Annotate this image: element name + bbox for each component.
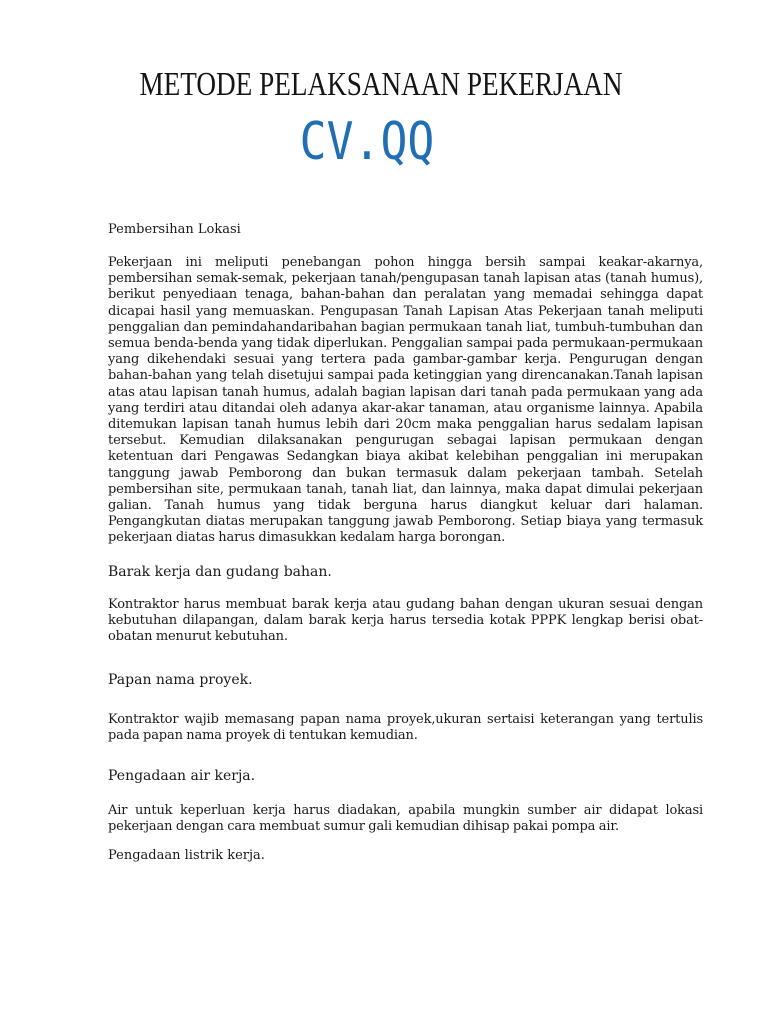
- section-body-papan-nama: Kontraktor wajib memasang papan nama proyek,ukuran sertaisi keterangan yang tertulis pada papan nama proyek di tentukan kemudian.: [108, 712, 703, 744]
- section-body-air-kerja: Air untuk keperluan kerja harus diadakan, apabila mungkin sumber air didapat lokasi pekerjaan dengan cara membuat sumur gali kemudian dihisap pakai pompa air.: [108, 802, 703, 834]
- document-body: [108, 222, 703, 864]
- section-body-barak-kerja: Kontraktor harus membuat barak kerja atau gudang bahan dengan ukuran sesuai dengan kebutuhan dilapangan, dalam barak kerja harus tersedia kotak PPPK lengkap berisi obat- obatan menurut kebutuhan.: [108, 596, 703, 645]
- company-name: CV.QQ: [299, 112, 435, 172]
- section-body-pembersihan-lokasi: Pekerjaan ini meliputi penebangan pohon hingga bersih sampai keakar-akarnya, pembersihan semak-semak, pekerjaan tanah/pengupasan tanah lapisan atas (tanah humus), berikut penyediaan tenaga, bahan-bahan dan peralatan yang memadai sehingga dapat dicapai hasil yang memuaskan. Pengupasan Tanah Lapisan Atas Pekerjaan tanah meliputi penggalian dan pemindahandaribahan bagian permukaan tanah liat, tumbuh-tumbuhan dan semua benda-benda yang tidak diperlukan. Penggalian sampai pada permukaan-permukaan yang dikehendaki sesuai yang tertera pada gambar-gambar kerja. Pengurugan dengan bahan-bahan yang telah disetujui sampai pada ketinggian yang direncanakan.Tanah lapisan atas atau lapisan tanah humus, adalah bagian lapisan dari tanah pada permukaan yang ada yang terdiri atau ditandai oleh adanya akar-akar tanaman, atau organisme lainnya. Apabila ditemukan lapisan tanah humus lebih dari 20cm maka penggalian harus sedalam lapisan tersebut. Kemudian dilaksanakan pengurugan sebagai lapisan permukaan dengan ketentuan dari Pengawas Sedangkan biaya akibat kelebihan penggalian ini merupakan tanggung jawab Pemborong dan bukan termasuk dalam pekerjaan tambah. Setelah pembersihan site, permukaan tanah, tanah liat, dan lainnya, maka dapat dimulai pekerjaan galian. Tanah humus yang tidak berguna harus diangkut keluar dari halaman. Pengangkutan diatas merupakan tanggung jawab Pemborong. Setiap biaya yang termasuk pekerjaan diatas harus dimasukkan kedalam harga borongan.: [108, 255, 703, 546]
- section-heading-pembersihan-lokasi: Pembersihan Lokasi: [108, 222, 241, 237]
- section-heading-papan-nama: Papan nama proyek.: [108, 672, 253, 689]
- section-heading-air-kerja: Pengadaan air kerja.: [108, 767, 256, 784]
- section-heading-listrik-kerja: Pengadaan listrik kerja.: [108, 848, 265, 864]
- section-heading-barak-kerja: Barak kerja dan gudang bahan.: [108, 563, 332, 580]
- document-title: METODE PELAKSANAAN PEKERJAAN: [139, 66, 623, 103]
